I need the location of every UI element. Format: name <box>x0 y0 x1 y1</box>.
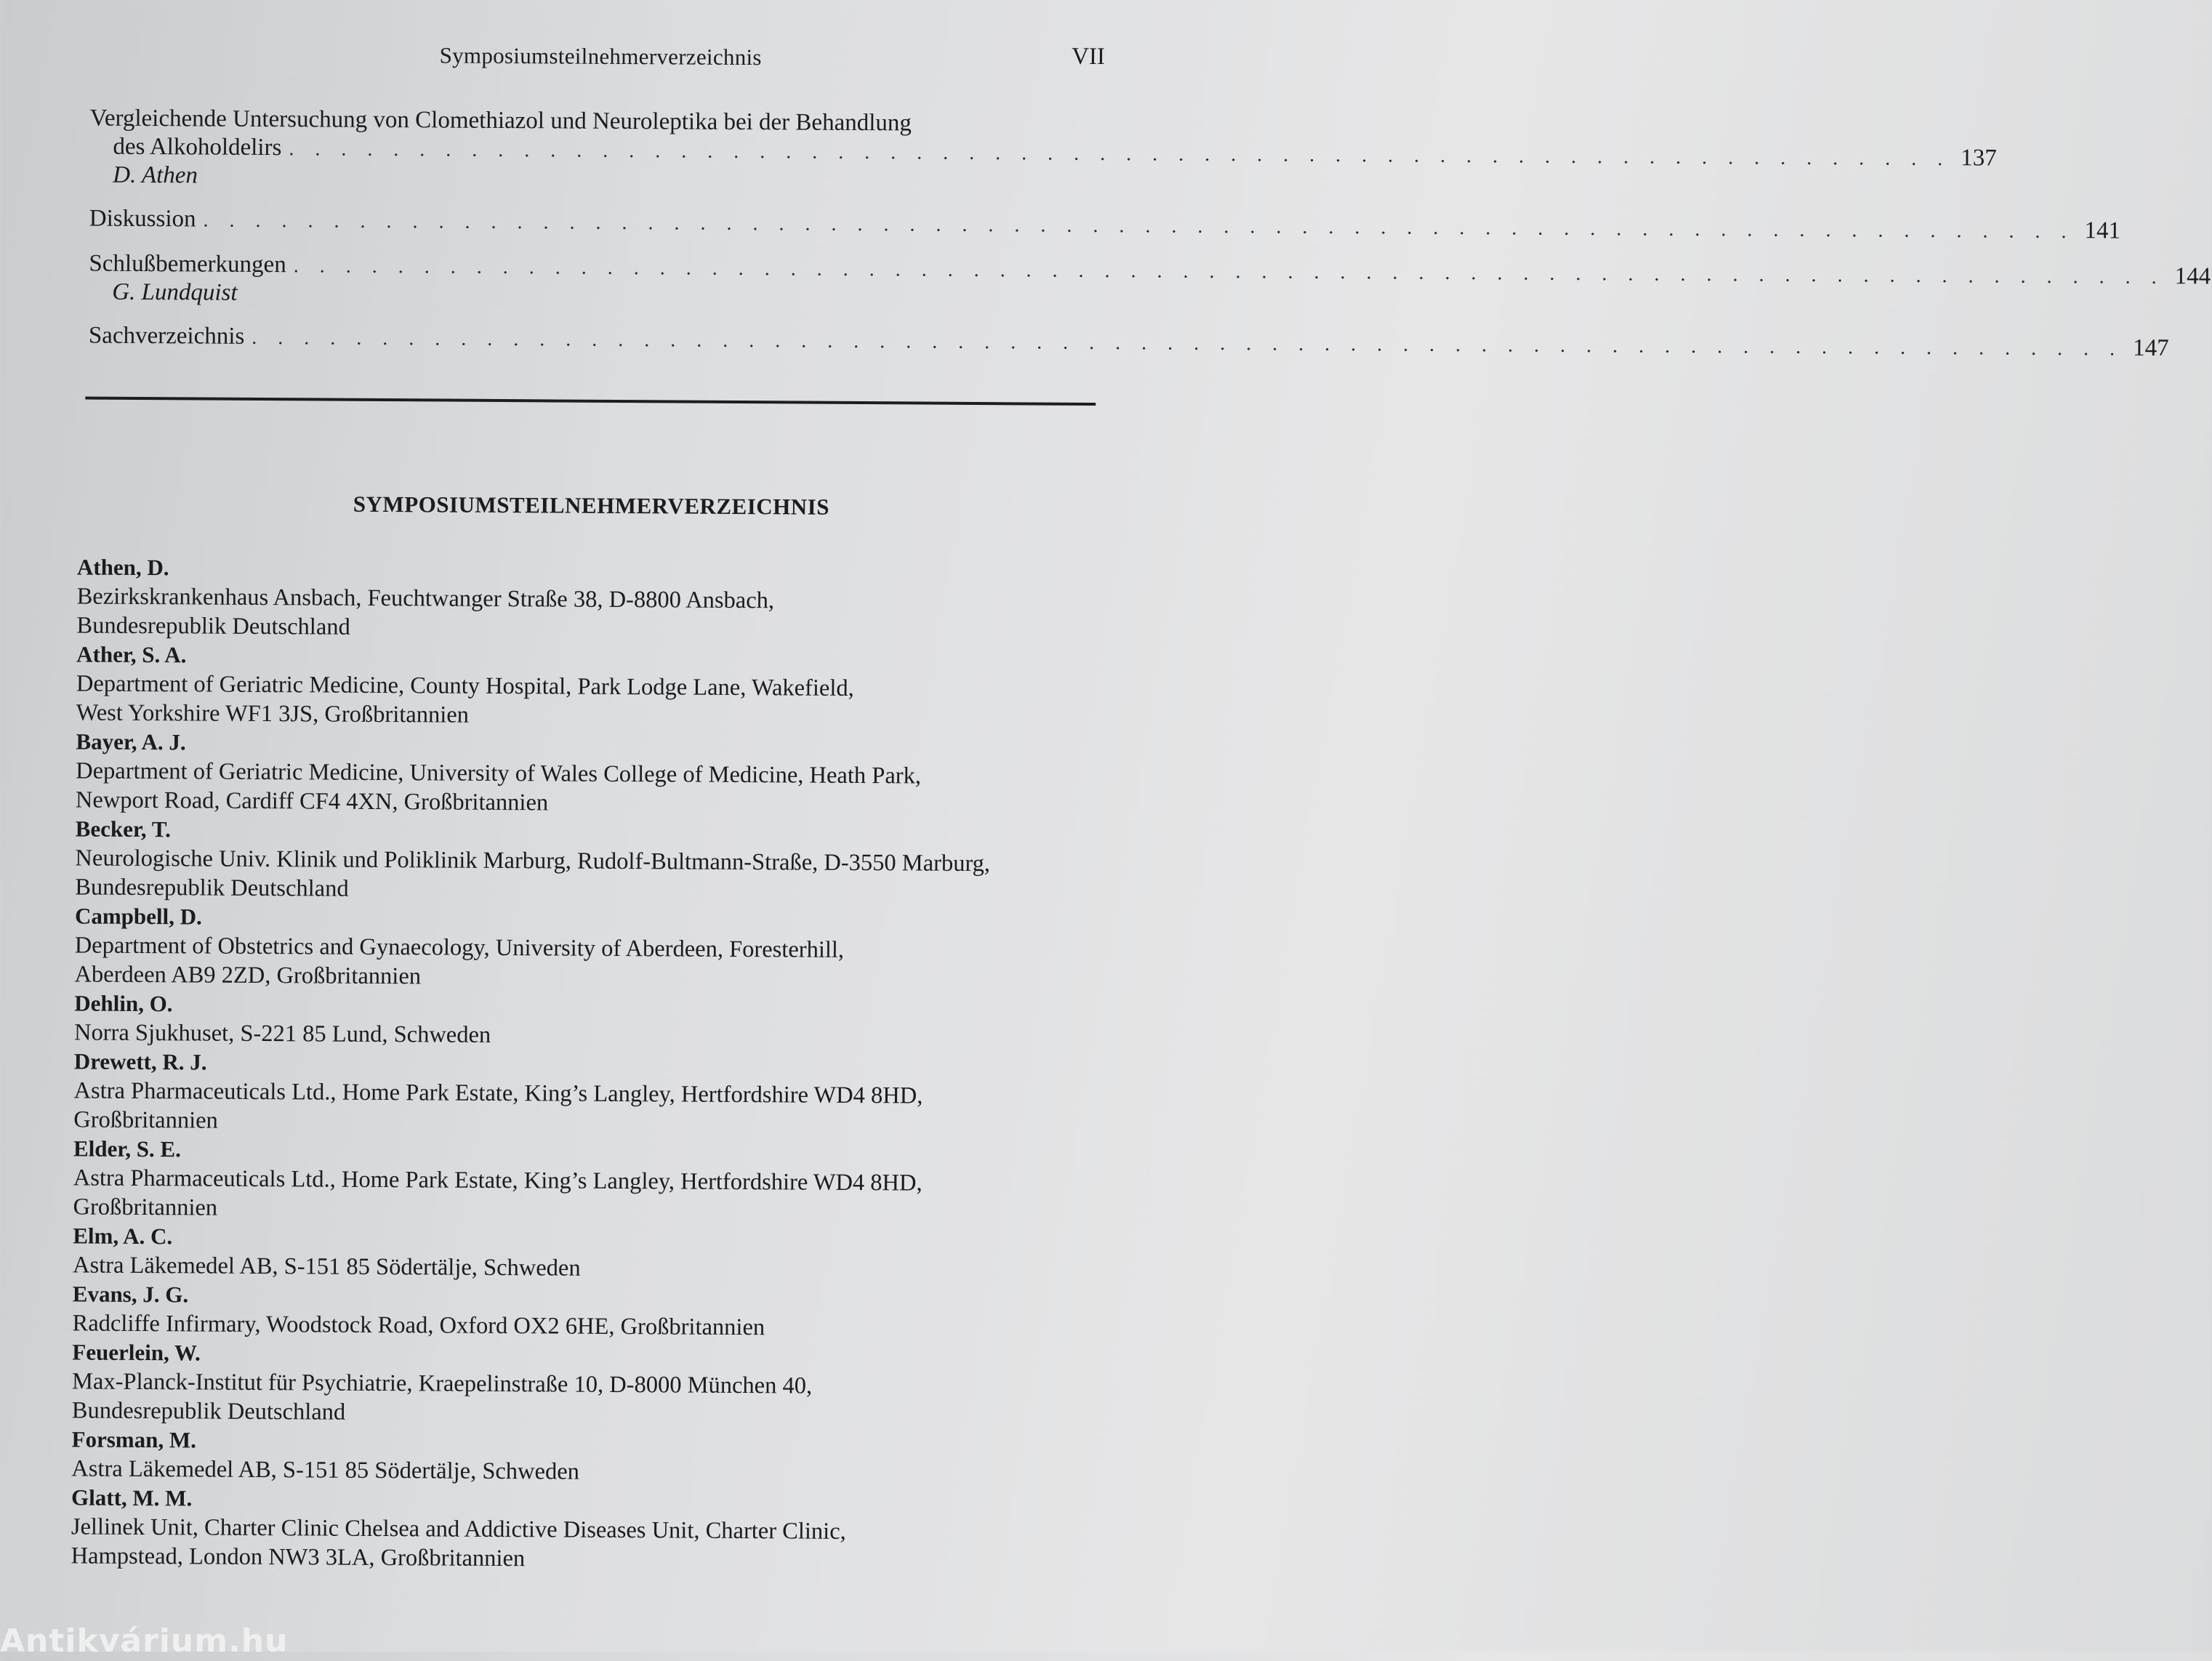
address-line: Astra Läkemedel AB, S-151 85 Södertälje, Schweden <box>71 1455 580 1485</box>
participant-name: Elm, A. C. <box>73 1223 173 1250</box>
address-line: Norra Sjukhuset, S-221 85 Lund, Schweden <box>73 1019 491 1048</box>
address-line: Max-Planck-Institut für Psychiatrie, Kraepelinstraße 10, D-8000 München 40, <box>71 1368 813 1399</box>
participant-name: Elder, S. E. <box>73 1135 182 1162</box>
participant-entry <box>73 1134 1135 1228</box>
table-of-contents <box>88 105 2211 374</box>
toc-entry-line <box>89 205 2121 244</box>
leader-dots: . . . . . . . . . . . . . . . . . . . . . . . . . . . . . . . . . . . . . . . . . . . . . . . . . . . . . . . . . . . . . . . . . . . . . . . . <box>293 254 2165 289</box>
participant-entry <box>72 1338 1134 1431</box>
participant-name: Becker, T. <box>75 816 172 842</box>
toc-entry-line <box>88 322 2169 362</box>
toc-author: D. Athen <box>113 161 198 189</box>
address-line: Großbritannien <box>73 1194 218 1221</box>
participant-name: Athen, D. <box>76 554 169 581</box>
participant-address <box>76 582 1138 646</box>
address-line: Jellinek Unit, Charter Clinic Chelsea and Addictive Diseases Unit, Charter Clinic, <box>71 1513 846 1545</box>
participant-address <box>76 756 1137 821</box>
toc-entry-title: Sachverzeichnis <box>88 322 245 350</box>
toc-entry <box>88 322 2169 362</box>
participant-entry <box>76 552 1138 646</box>
section-divider <box>85 397 1095 406</box>
participant-entry <box>76 727 1138 821</box>
participant-name: Ather, S. A. <box>76 641 187 668</box>
toc-entry-title: Diskussion <box>89 205 196 233</box>
toc-page-number: 144 <box>2174 263 2211 290</box>
participant-name: Dehlin, O. <box>74 990 173 1017</box>
leader-dots: . . . . . . . . . . . . . . . . . . . . . . . . . . . . . . . . . . . . . . . . . . . . . . . . . . . . . . . . . . . . . . . . . . . . . . . . <box>203 209 2075 244</box>
toc-entry-title: Vergleichende Untersuchung von Clomethiazol und Neuroleptika bei der Behandlung <box>89 105 912 137</box>
participant-address <box>76 669 1138 733</box>
toc-entry-title: Schlußbemerkungen <box>89 250 286 278</box>
section-title: SYMPOSIUMSTEILNEHMERVERZEICHNIS <box>353 491 830 520</box>
toc-page-number: 141 <box>2084 217 2121 244</box>
participant-name: Feuerlein, W. <box>72 1339 201 1366</box>
address-line: Bezirkskrankenhaus Ansbach, Feuchtwanger Straße 38, D-8800 Ansbach, <box>76 583 775 614</box>
leader-dots: . . . . . . . . . . . . . . . . . . . . . . . . . . . . . . . . . . . . . . . . . . . . . . . . . . . . . . . . . . . . . . . . <box>289 137 1951 171</box>
address-line: Department of Geriatric Medicine, University of Wales College of Medicine, Heath Park, <box>76 757 922 789</box>
participant-entry <box>71 1483 1133 1577</box>
participant-entry <box>74 989 1135 1053</box>
participant-name: Campbell, D. <box>74 903 202 930</box>
address-line: Astra Pharmaceuticals Ltd., Home Park Estate, King’s Langley, Hertfordshire WD4 8HD, <box>73 1165 922 1197</box>
toc-author: G. Lundquist <box>112 278 238 306</box>
watermark: Antikvárium.hu <box>0 1622 289 1660</box>
participant-address <box>71 1512 1133 1577</box>
participant-name: Glatt, M. M. <box>71 1484 193 1511</box>
participant-name: Forsman, M. <box>71 1426 197 1453</box>
toc-entry <box>89 250 2211 313</box>
participant-entry <box>75 814 1137 908</box>
address-line: Bundesrepublik Deutschland <box>75 874 349 902</box>
address-line: Radcliffe Infirmary, Woodstock Road, Oxford OX2 6HE, Großbritannien <box>72 1310 765 1341</box>
participant-name: Drewett, R. J. <box>73 1048 207 1075</box>
running-head: Symposiumsteilnehmerverzeichnis <box>439 42 762 71</box>
participant-name: Bayer, A. J. <box>76 728 186 755</box>
address-line: Department of Obstetrics and Gynaecology, University of Aberdeen, Foresterhill, <box>74 932 845 963</box>
toc-page-number: 147 <box>2133 334 2169 362</box>
toc-entry <box>89 205 2121 244</box>
participant-list <box>71 552 1139 1577</box>
address-line: Hampstead, London NW3 3LA, Großbritannien <box>71 1543 526 1572</box>
participant-entry <box>73 1047 1135 1141</box>
toc-page-number: 137 <box>1960 145 1997 172</box>
address-line: Newport Road, Cardiff CF4 4XN, Großbritannien <box>75 787 549 816</box>
address-line: Bundesrepublik Deutschland <box>76 612 350 640</box>
address-line: Aberdeen AB9 2ZD, Großbritannien <box>74 961 422 990</box>
participant-address <box>73 1076 1135 1141</box>
address-line: West Yorkshire WF1 3JS, Großbritannien <box>76 699 470 728</box>
participant-entry <box>72 1279 1133 1344</box>
leader-dots: . . . . . . . . . . . . . . . . . . . . . . . . . . . . . . . . . . . . . . . . . . . . . . . . . . . . . . . . . . . . . . . . . . . . . . . . <box>252 326 2123 361</box>
address-line: Bundesrepublik Deutschland <box>71 1397 346 1425</box>
address-line: Neurologische Univ. Klinik und Poliklinik Marburg, Rudolf-Bultmann-Straße, D-3550 Marburg, <box>75 845 991 877</box>
participant-entry <box>76 640 1138 733</box>
address-line: Astra Läkemedel AB, S-151 85 Södertälje, Schweden <box>72 1252 581 1282</box>
participant-address <box>75 843 1136 908</box>
participant-address <box>73 1163 1134 1228</box>
address-line: Astra Pharmaceuticals Ltd., Home Park Estate, King’s Langley, Hertfordshire WD4 8HD, <box>73 1077 923 1109</box>
page-number: VII <box>1071 43 1106 71</box>
toc-entry-title: des Alkoholdelirs <box>113 133 282 161</box>
participant-name: Evans, J. G. <box>72 1281 189 1308</box>
address-line: Department of Geriatric Medicine, County Hospital, Park Lodge Lane, Wakefield, <box>76 670 854 701</box>
participant-address <box>72 1367 1133 1431</box>
participant-entry <box>71 1425 1133 1489</box>
participant-entry <box>73 1221 1134 1286</box>
toc-entry <box>89 105 1997 196</box>
participant-address <box>74 930 1135 995</box>
participant-entry <box>74 901 1136 995</box>
address-line: Großbritannien <box>73 1106 218 1134</box>
